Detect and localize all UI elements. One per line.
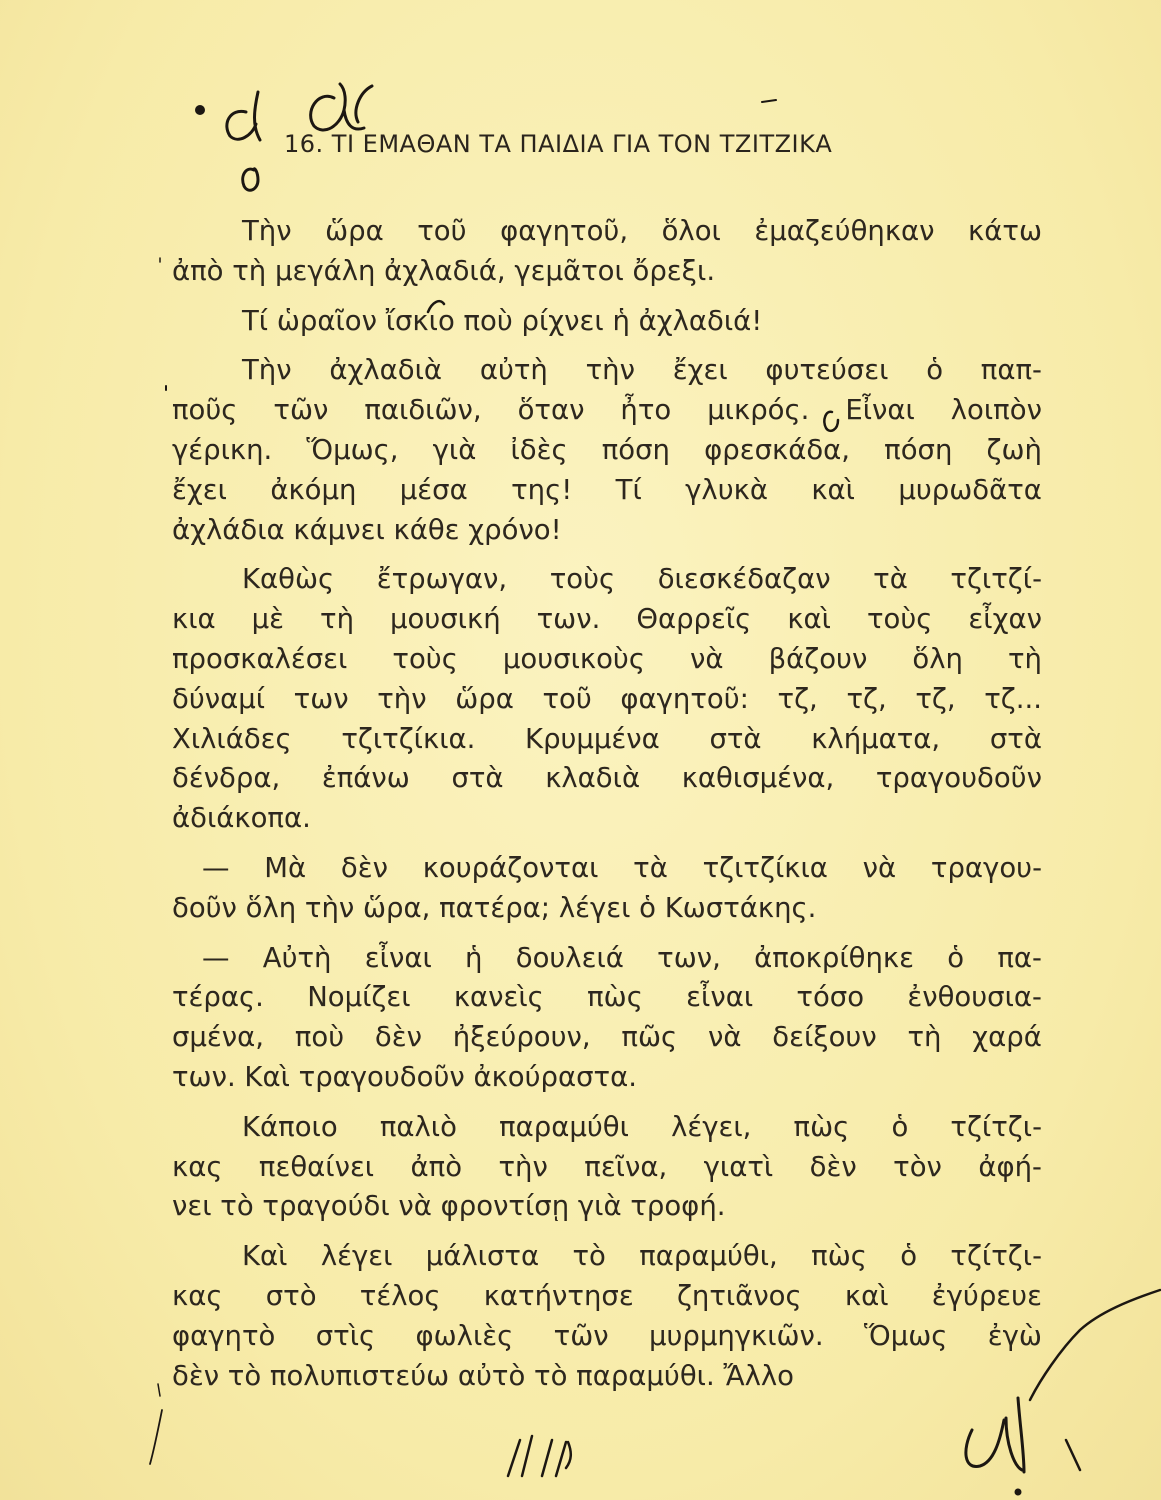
- paragraph: [172, 939, 1042, 1098]
- text-line: δὲν τὸ πολυπιστεύω αὐτὸ τὸ παραμύθι. Ἄλλο: [172, 1359, 794, 1392]
- text-line: δένδρα, ἐπάνω στὰ κλαδιὰ καθισμένα, τραγουδοῦν: [172, 762, 1042, 795]
- paragraph-gap: [172, 292, 1042, 302]
- text-line: ἀδιάκοπα.: [172, 802, 311, 835]
- text-line: σμένα, ποὺ δὲν ἠξεύρουν, πῶς νὰ δείξουν τὴ χαρά: [172, 1021, 1042, 1054]
- paragraph: [172, 351, 1042, 550]
- show-through-text: [700, 70, 708, 114]
- text-line: γέρικη. Ὅμως, γιὰ ἰδὲς πόση φρεσκάδα, πόση ζωὴ: [172, 433, 1042, 466]
- text-line: κας πεθαίνει ἀπὸ τὴν πεῖνα, γιατὶ δὲν τὸν ἀφή-: [172, 1150, 1042, 1183]
- text-line: Κάποιο παλιὸ παραμύθι λέγει, πὼς ὁ τζίτζι-: [242, 1110, 1042, 1143]
- text-line: φαγητὸ στὶς φωλιὲς τῶν μυρμηγκιῶν. Ὅμως ἐγὼ: [172, 1319, 1042, 1352]
- pen-hatch-marks: [508, 1436, 571, 1476]
- paragraph: [172, 1108, 1042, 1227]
- paragraph: [172, 560, 1042, 839]
- text-line: Καθὼς ἔτρωγαν, τοὺς διεσκέδαζαν τὰ τζιτζί-: [242, 563, 1042, 596]
- text-line: κας στὸ τέλος κατήντησε ζητιᾶνος καὶ ἐγύρευε: [172, 1279, 1042, 1312]
- text-line: προσκαλέσει τοὺς μουσικοὺς νὰ βάζουν ὅλη τὴ: [172, 642, 1042, 675]
- paragraph: [172, 1237, 1042, 1396]
- pen-mark-n: [966, 1398, 1024, 1472]
- paragraph-gap: [172, 550, 1042, 560]
- text-line: ἔχει ἀκόμη μέσα της! Τί γλυκὰ καὶ μυρωδᾶτα: [172, 473, 1042, 506]
- text-line: Τὴν ὥρα τοῦ φαγητοῦ, ὅλοι ἐμαζεύθηκαν κάτω: [242, 215, 1042, 247]
- text-line: κια μὲ τὴ μουσική των. Θαρρεῖς καὶ τοὺς εἶχαν: [172, 603, 1042, 636]
- pen-dot-bottom: [1016, 1490, 1020, 1494]
- text-line: — Μὰ δὲν κουράζονται τὰ τζιτζίκια νὰ τραγου-: [202, 851, 1042, 884]
- pen-mark-d: [227, 92, 260, 140]
- text-line: Τὴν ἀχλαδιὰ αὐτὴ τὴν ἔχει φυτεύσει ὁ παπ-: [242, 354, 1042, 387]
- text-line: των. Καὶ τραγουδοῦν ἀκούραστα.: [172, 1060, 637, 1093]
- paragraph-gap: [172, 1227, 1042, 1237]
- text-line: ἀχλάδια κάμνει κάθε χρόνο!: [172, 513, 562, 546]
- pen-mark-a: [311, 84, 372, 130]
- pen-dash: [762, 100, 776, 102]
- text-line: Χιλιάδες τζιτζίκια. Κρυμμένα στὰ κλήματα, στὰ: [172, 722, 1042, 755]
- pen-mark-o: [243, 169, 258, 191]
- paragraph-gap: [172, 1098, 1042, 1108]
- paragraph-gap: [172, 839, 1042, 849]
- chapter-title: 16. ΤΙ ΕΜΑΘΑΝ ΤΑ ΠΑΙΔΙΑ ΓΙΑ ΤΟΝ ΤΖΙΤΖΙΚΑ: [284, 130, 833, 158]
- pen-margin-mark-left: [150, 1410, 162, 1464]
- paragraph-gap: [172, 341, 1042, 351]
- text-line: ποῦς τῶν παιδιῶν, ὅταν ἦτο μικρός. Εἶναι λοιπὸν: [172, 394, 1042, 427]
- text-line: ἀπὸ τὴ μεγάλη ἀχλαδιά, γεμᾶτοι ὄρεξι.: [172, 254, 716, 287]
- pen-tick: [1066, 1440, 1080, 1470]
- paragraph-gap: [172, 929, 1042, 939]
- text-line: δοῦν ὅλη τὴν ὥρα, πατέρα; λέγει ὁ Κωστάκης.: [172, 891, 817, 924]
- pen-long-stroke: [1030, 1290, 1160, 1400]
- paragraph: [172, 302, 1042, 342]
- text-line: νει τὸ τραγούδι νὰ φροντίσῃ γιὰ τροφή.: [172, 1190, 726, 1223]
- body-text: [172, 212, 1042, 1396]
- pen-dot-mark: [197, 107, 204, 114]
- text-line: Καὶ λέγει μάλιστα τὸ παραμύθι, πὼς ὁ τζίτζι-: [242, 1240, 1042, 1273]
- text-line: τέρας. Νομίζει κανεὶς πὼς εἶναι τόσο ἐνθουσια-: [172, 981, 1042, 1014]
- text-line: — Αὐτὴ εἶναι ἡ δουλειά των, ἀποκρίθηκε ὁ πα-: [202, 941, 1042, 974]
- paragraph: [172, 849, 1042, 929]
- text-line: δύναμί των τὴν ὥρα τοῦ φαγητοῦ: τζ, τζ, τζ, τζ...: [172, 682, 1042, 715]
- text-line: Τί ὡραῖον ἴσκιο ποὺ ρίχνει ἡ ἀχλαδιά!: [242, 304, 763, 337]
- pen-margin-mark-left-2: [158, 1384, 160, 1396]
- paragraph: [172, 212, 1042, 292]
